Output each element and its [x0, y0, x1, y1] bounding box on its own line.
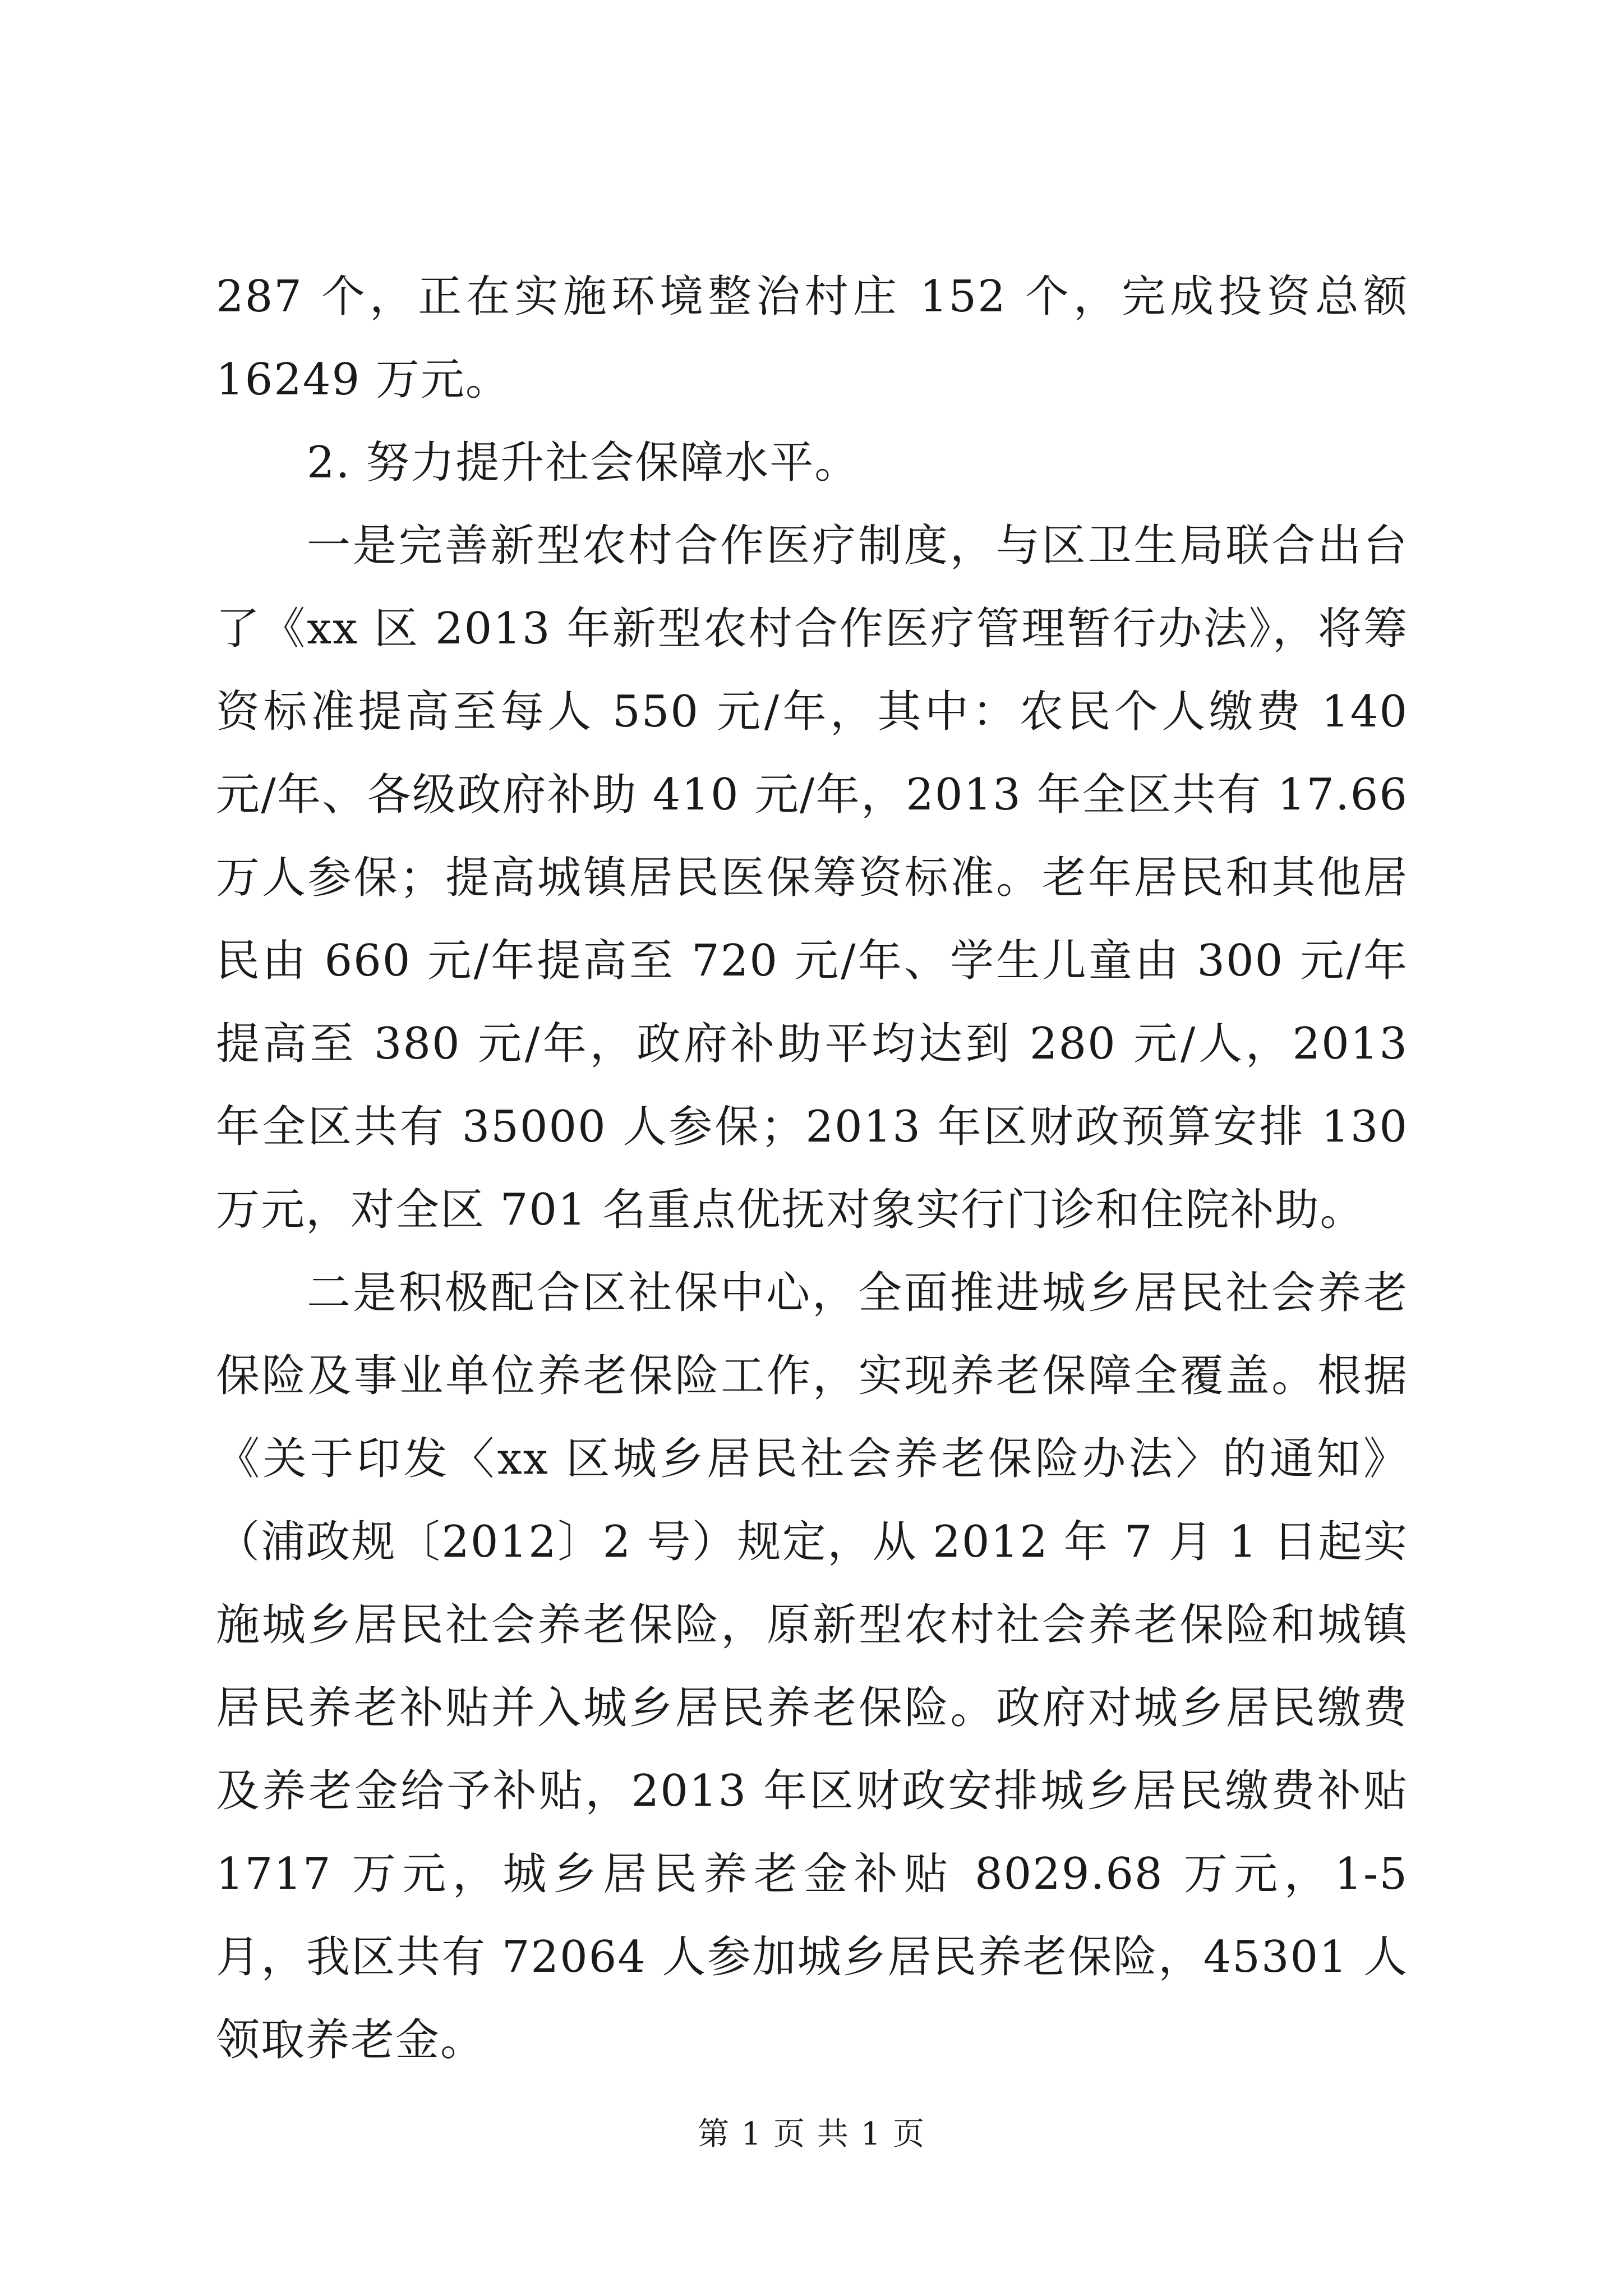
body-text: [216, 255, 1408, 2082]
page-footer: 第 1 页 共 1 页: [697, 2116, 926, 2152]
paragraph-continuation: 287 个，正在实施环境整治村庄 152 个，完成投资总额 16249 万元。: [216, 272, 1408, 405]
paragraph-medical-insurance: 一是完善新型农村合作医疗制度，与区卫生局联合出台了《xx 区 2013 年新型农村合作医疗管理暂行办法》，将筹资标准提高至每人 550 元/年，其中：农民个人缴费 140 元/年、各级政府补助 410 元/年，2013 年全区共有 17.66 万人参保；提高城镇居民医保筹资标准。老年居民和其他居民由 660 元/年提高至 720 元/年、学生儿童由 300 元/年提高至 380 元/年，政府补助平均达到 280 元/人，2013 年全区共有 35000 人参保；2013 年区财政预算安排 130 万元，对全区 701 名重点优抚对象实行门诊和住院补助。: [216, 521, 1408, 1235]
paragraph-pension-insurance: 二是积极配合区社保中心，全面推进城乡居民社会养老保险及事业单位养老保险工作，实现养老保障全覆盖。根据《关于印发〈xx 区城乡居民社会养老保险办法〉的通知》（浦政规〔2012〕2 号）规定，从 2012 年 7 月 1 日起实施城乡居民社会养老保险，原新型农村社会养老保险和城镇居民养老补贴并入城乡居民养老保险。政府对城乡居民缴费及养老金给予补贴，2013 年区财政安排城乡居民缴费补贴 1717 万元，城乡居民养老金补贴 8029.68 万元，1-5 月，我区共有 72064 人参加城乡居民养老保险，45301 人领取养老金。: [216, 1268, 1408, 2065]
section-heading: 2. 努力提升社会保障水平。: [307, 438, 860, 488]
